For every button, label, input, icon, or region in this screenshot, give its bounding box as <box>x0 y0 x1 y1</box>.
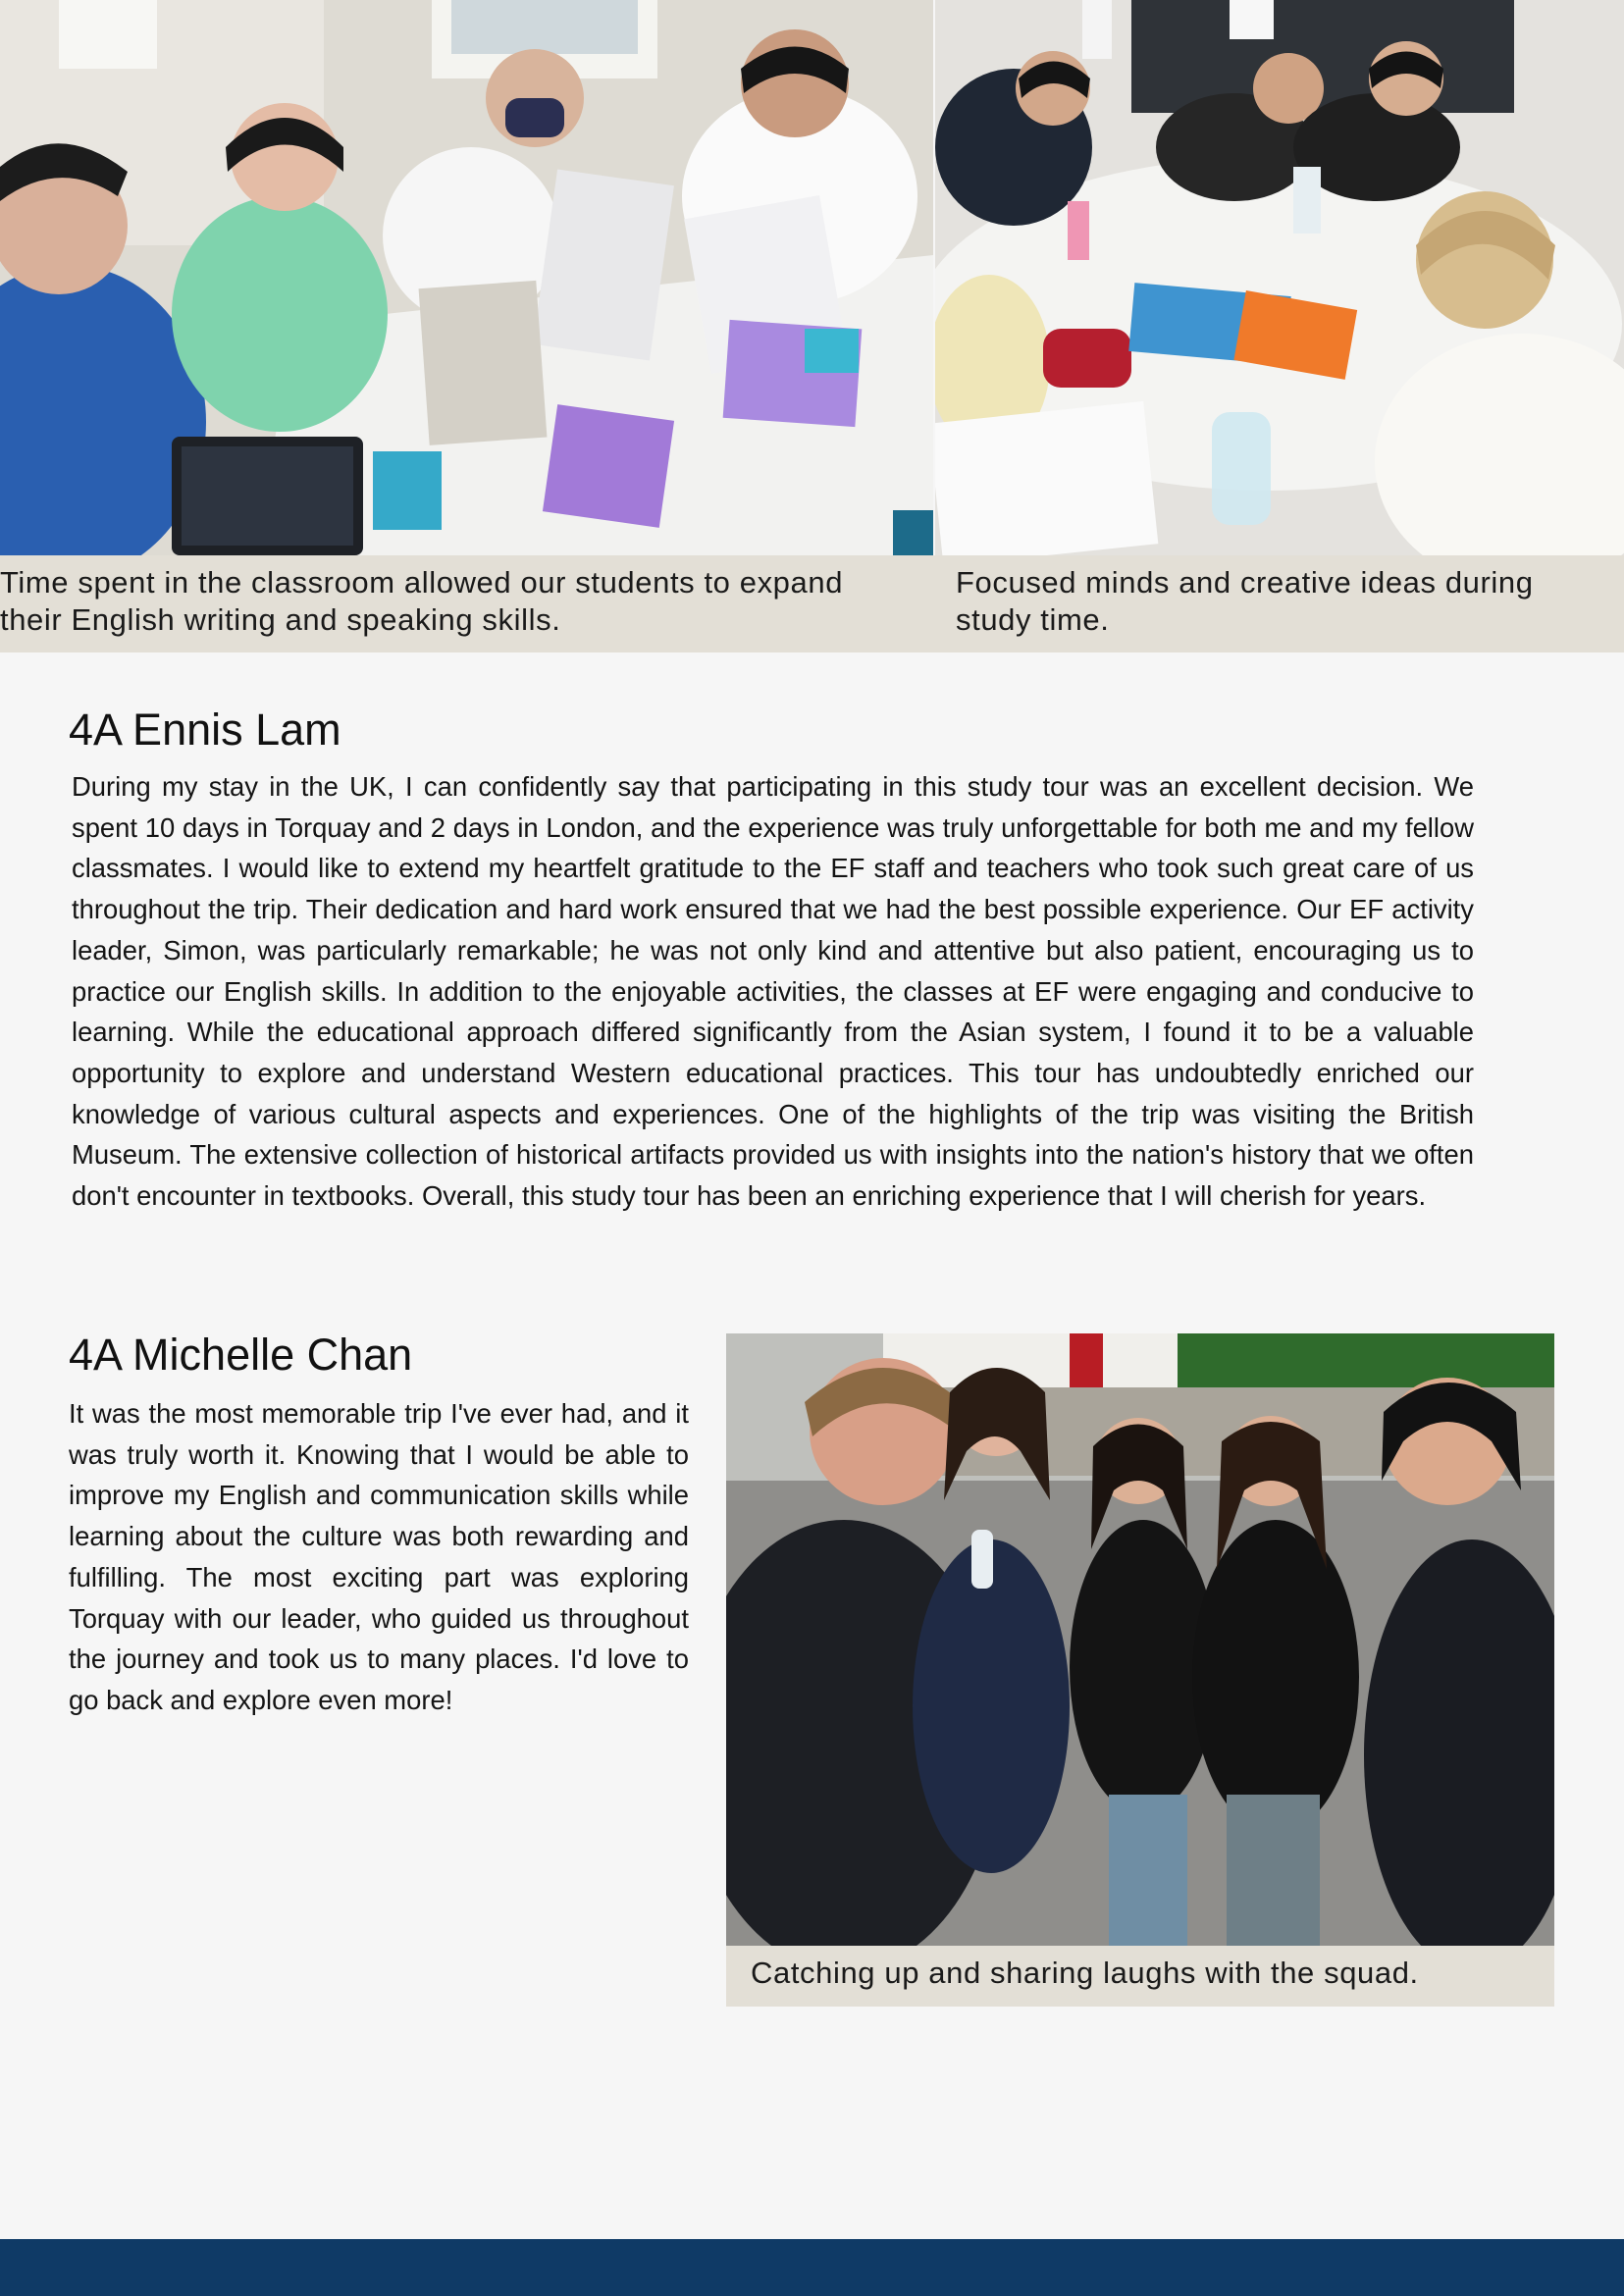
classroom-left-caption: Time spent in the classroom allowed our students to expand their English writing and speaking skills. <box>0 565 844 637</box>
section-heading-michelle-chan: 4A Michelle Chan <box>69 1330 413 1380</box>
section-heading-ennis-lam: 4A Ennis Lam <box>69 704 341 755</box>
section-body-ennis-lam: During my stay in the UK, I can confidently say that participating in this study tour was an excellent decision. We spent 10 days in Torquay and 2 days in London, and the experience was truly unforgettable for both me and my fellow classmates. I would like to extend my heartfelt gratitude to the EF staff and teachers who took such great care of us throughout the trip. Their dedication and hard work ensured that we had the best possible experience. Our EF activity leader, Simon, was particularly remarkable; he was not only kind and attentive but also patient, encouraging us to practice our English skills. In addition to the enjoyable activities, the classes at EF were engaging and conducive to learning. While the educational approach differed significantly from the Asian system, I found it to be a valuable opportunity to explore and understand Western educational practices. This tour has undoubtedly enriched our knowledge of various cultural aspects and experiences. One of the highlights of the trip was visiting the British Museum. The extensive collection of historical artifacts provided us with insights into the nation's history that we often don't encounter in textbooks. Overall, this study tour has been an enriching experience that I will cherish for years. <box>72 771 1474 1212</box>
section-body-michelle-chan: It was the most memorable trip I've ever had, and it was truly worth it. Knowing that I would be able to improve my English and communication skills while learning about the culture was both rewarding and fulfilling. The most exciting part was exploring Torquay with our leader, who guided us throughout the journey and took us to many places. I'd love to go back and explore even more! <box>69 1398 689 1715</box>
group-photo <box>726 1333 1554 1946</box>
footer-bar <box>0 2239 1624 2296</box>
group-photo-caption: Catching up and sharing laughs with the squad. <box>751 1956 1419 1990</box>
classroom-right-caption: Focused minds and creative ideas during study time. <box>956 565 1534 637</box>
classroom-photo-left <box>0 0 933 555</box>
classroom-photo-right <box>935 0 1624 555</box>
